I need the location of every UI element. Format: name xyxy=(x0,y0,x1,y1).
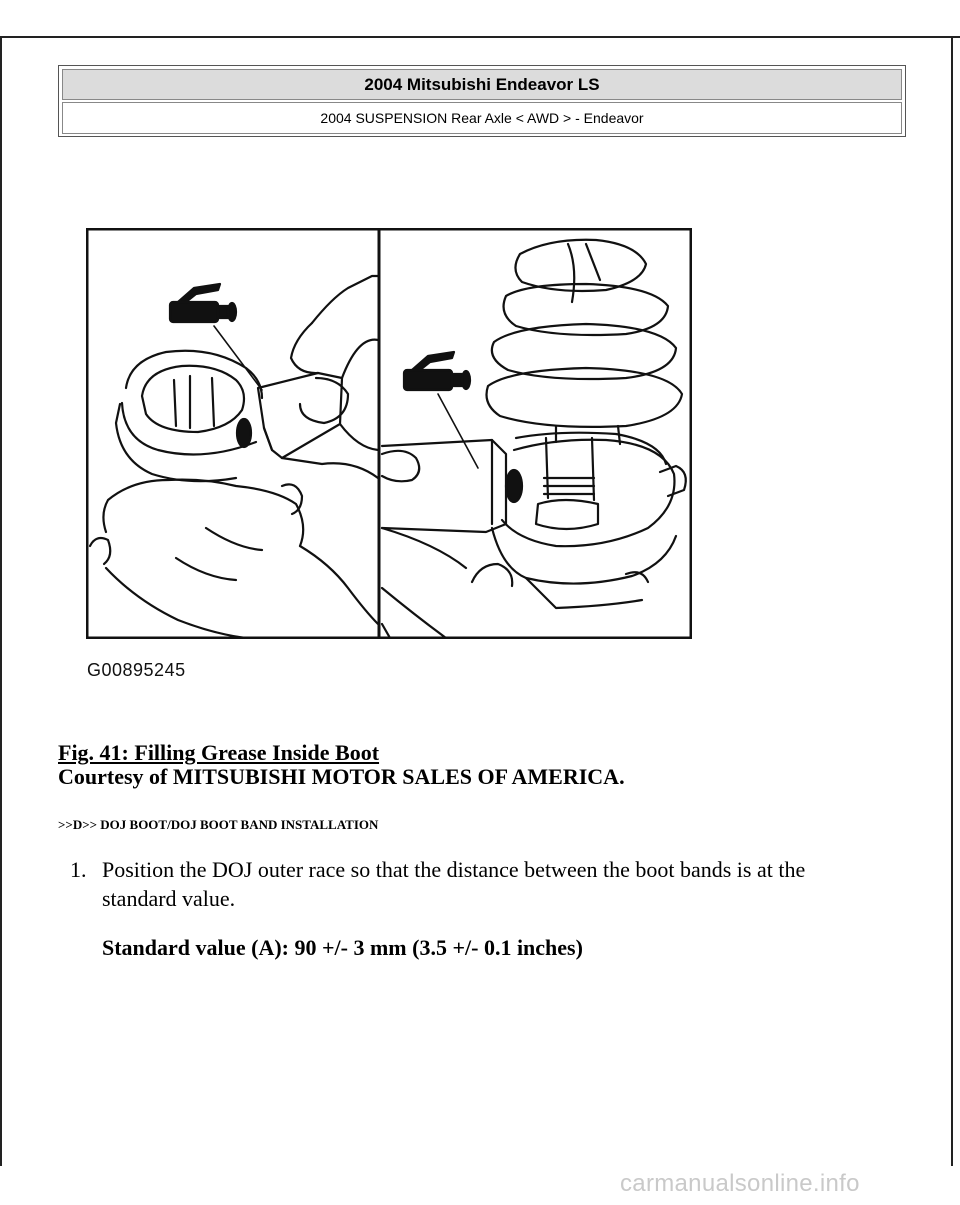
section-heading: >>D>> DOJ BOOT/DOJ BOOT BAND INSTALLATION xyxy=(58,817,379,832)
header-subtitle: 2004 SUSPENSION Rear Axle < AWD > - Endeavor xyxy=(62,102,902,134)
standard-value: Standard value (A): 90 +/- 3 mm (3.5 +/- 0.1 inches) xyxy=(102,935,583,960)
list-item xyxy=(70,855,870,915)
document-header xyxy=(58,65,906,137)
pointer-line xyxy=(214,326,262,390)
page-border-top xyxy=(0,36,960,38)
figure-illustration xyxy=(86,228,692,639)
step-text: Position the DOJ outer race so that the distance between the boot bands is at the standard value. xyxy=(102,857,806,911)
right-panel-drawing xyxy=(382,240,686,638)
figure-code: G00895245 xyxy=(87,660,186,680)
page-border-right xyxy=(951,36,953,1166)
figure-caption[interactable]: Fig. 41: Filling Grease Inside Boot xyxy=(58,740,380,765)
grease-tube-icon-2 xyxy=(404,352,470,390)
step-list xyxy=(70,855,870,915)
header-title: 2004 Mitsubishi Endeavor LS xyxy=(62,69,902,100)
left-panel-drawing xyxy=(90,276,378,638)
watermark: carmanualsonline.info xyxy=(620,1170,860,1197)
grease-tube-icon xyxy=(170,284,236,322)
figure-courtesy: Courtesy of MITSUBISHI MOTOR SALES OF AMERICA. xyxy=(58,764,625,789)
page-border-left xyxy=(0,36,2,1166)
step-number: 1. xyxy=(70,857,87,882)
